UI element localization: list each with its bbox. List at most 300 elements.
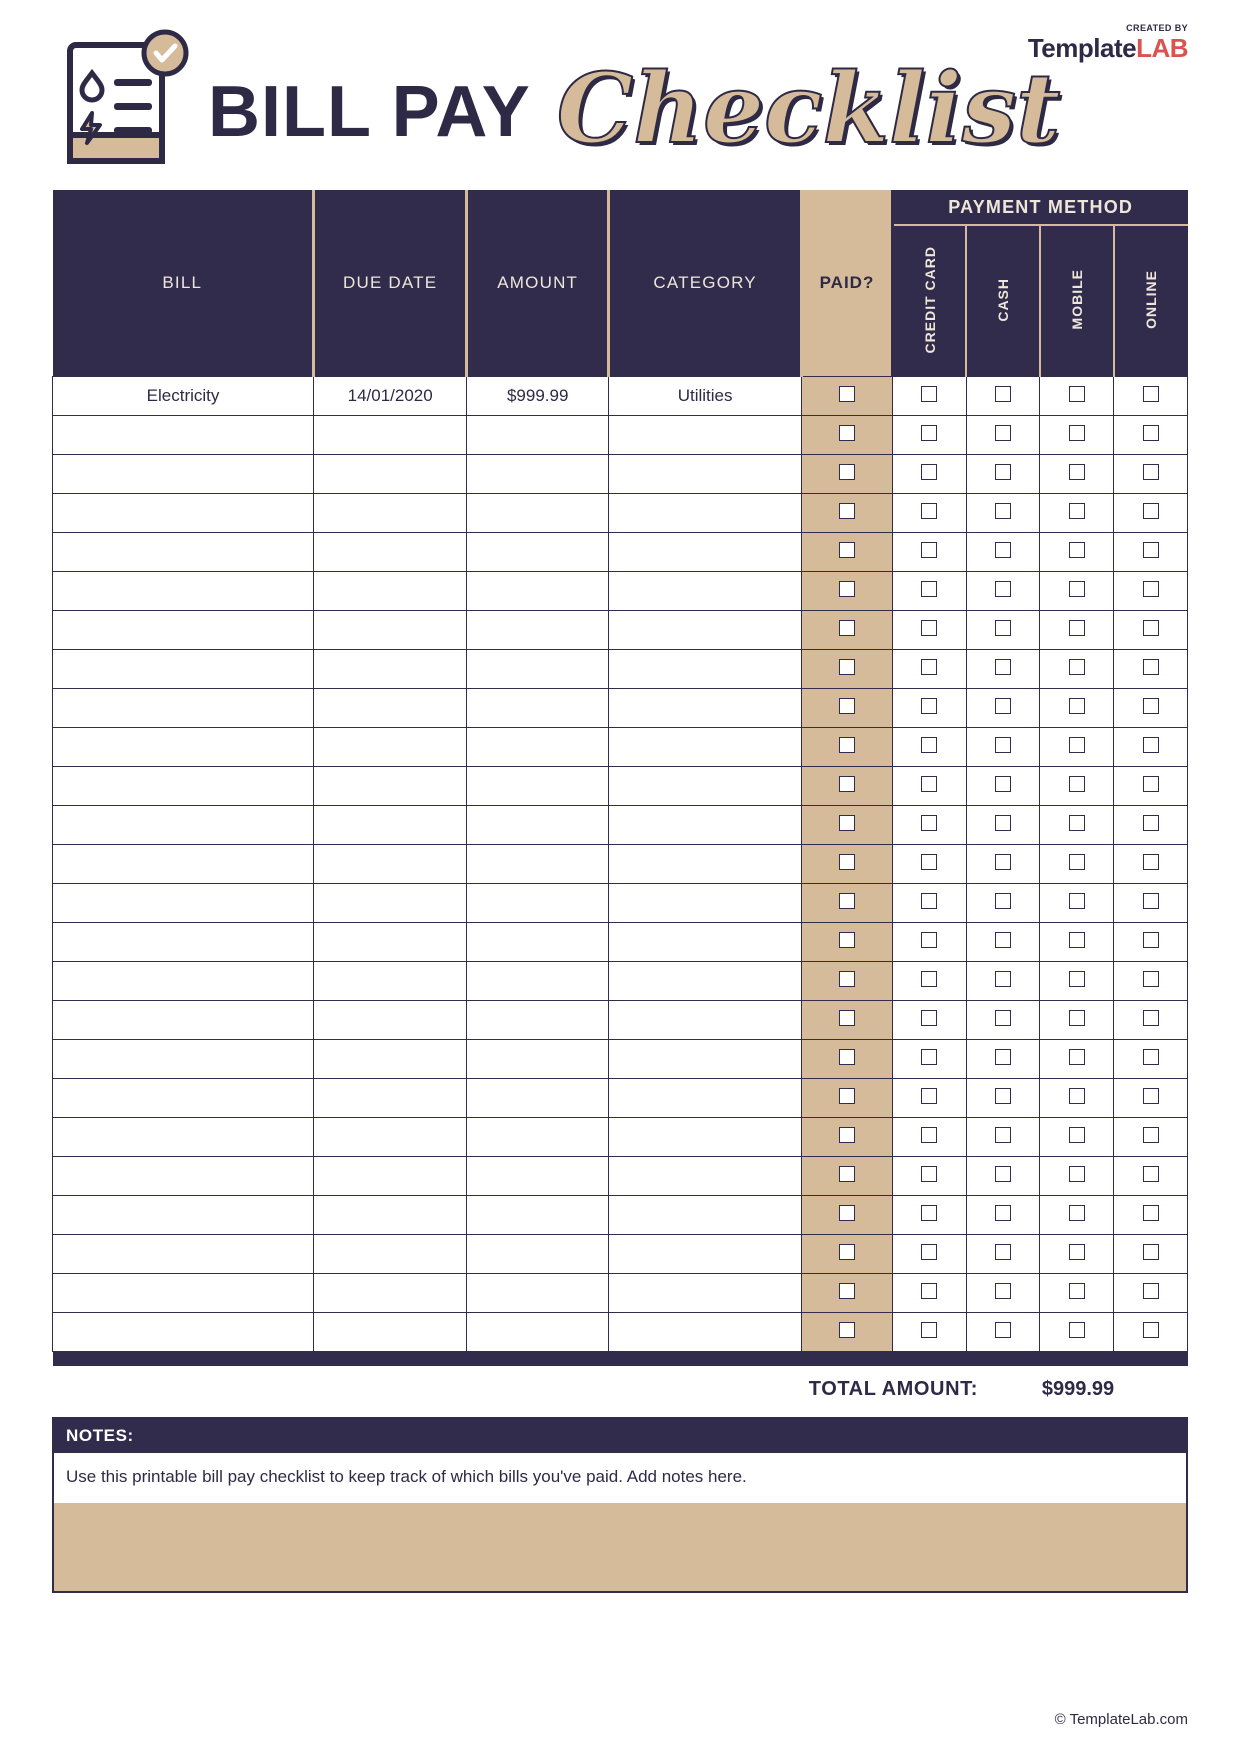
checkbox-mobile[interactable] <box>1040 1313 1114 1352</box>
cell-bill[interactable] <box>53 1157 314 1196</box>
checkbox-paid[interactable] <box>802 650 893 689</box>
checkbox-icon[interactable] <box>995 1127 1011 1143</box>
checkbox-icon[interactable] <box>995 503 1011 519</box>
checkbox-icon[interactable] <box>1143 698 1159 714</box>
cell-amount[interactable] <box>467 845 609 884</box>
checkbox-icon[interactable] <box>1143 386 1159 402</box>
checkbox-icon[interactable] <box>1069 854 1085 870</box>
checkbox-mobile[interactable] <box>1040 923 1114 962</box>
checkbox-credit-card[interactable] <box>892 1001 966 1040</box>
cell-due-date[interactable] <box>314 1118 467 1157</box>
checkbox-credit-card[interactable] <box>892 1118 966 1157</box>
checkbox-icon[interactable] <box>1143 1244 1159 1260</box>
checkbox-icon[interactable] <box>839 1322 855 1338</box>
checkbox-paid[interactable] <box>802 1118 893 1157</box>
checkbox-cash[interactable] <box>966 416 1040 455</box>
checkbox-icon[interactable] <box>921 620 937 636</box>
checkbox-icon[interactable] <box>839 1088 855 1104</box>
cell-bill[interactable] <box>53 1040 314 1079</box>
checkbox-icon[interactable] <box>1069 932 1085 948</box>
notes-text[interactable]: Use this printable bill pay checklist to keep track of which bills you've paid. Add notes here. <box>54 1453 1186 1503</box>
checkbox-cash[interactable] <box>966 1079 1040 1118</box>
checkbox-paid[interactable] <box>802 1274 893 1313</box>
checkbox-online[interactable] <box>1114 611 1188 650</box>
cell-due-date[interactable] <box>314 689 467 728</box>
checkbox-online[interactable] <box>1114 455 1188 494</box>
cell-due-date[interactable] <box>314 806 467 845</box>
checkbox-mobile[interactable] <box>1040 611 1114 650</box>
cell-bill[interactable] <box>53 845 314 884</box>
checkbox-mobile[interactable] <box>1040 1274 1114 1313</box>
cell-bill[interactable] <box>53 806 314 845</box>
checkbox-online[interactable] <box>1114 572 1188 611</box>
checkbox-paid[interactable] <box>802 494 893 533</box>
cell-category[interactable] <box>609 1040 802 1079</box>
checkbox-icon[interactable] <box>995 386 1011 402</box>
checkbox-paid[interactable] <box>802 1235 893 1274</box>
cell-amount[interactable] <box>467 884 609 923</box>
cell-due-date[interactable] <box>314 650 467 689</box>
cell-category[interactable] <box>609 962 802 1001</box>
checkbox-icon[interactable] <box>995 971 1011 987</box>
checkbox-icon[interactable] <box>1069 776 1085 792</box>
checkbox-mobile[interactable] <box>1040 1157 1114 1196</box>
checkbox-icon[interactable] <box>1143 581 1159 597</box>
cell-amount[interactable] <box>467 767 609 806</box>
checkbox-paid[interactable] <box>802 1313 893 1352</box>
cell-amount[interactable]: $999.99 <box>467 377 609 416</box>
checkbox-cash[interactable] <box>966 650 1040 689</box>
checkbox-icon[interactable] <box>1069 1283 1085 1299</box>
checkbox-icon[interactable] <box>1143 776 1159 792</box>
checkbox-online[interactable] <box>1114 377 1188 416</box>
checkbox-icon[interactable] <box>1069 698 1085 714</box>
cell-category[interactable] <box>609 806 802 845</box>
cell-category[interactable] <box>609 1157 802 1196</box>
checkbox-icon[interactable] <box>1069 1322 1085 1338</box>
cell-category[interactable] <box>609 767 802 806</box>
cell-due-date[interactable] <box>314 1235 467 1274</box>
cell-amount[interactable] <box>467 962 609 1001</box>
checkbox-icon[interactable] <box>839 737 855 753</box>
checkbox-icon[interactable] <box>995 1088 1011 1104</box>
checkbox-icon[interactable] <box>995 698 1011 714</box>
cell-category[interactable] <box>609 494 802 533</box>
checkbox-paid[interactable] <box>802 845 893 884</box>
checkbox-paid[interactable] <box>802 767 893 806</box>
checkbox-icon[interactable] <box>1143 854 1159 870</box>
checkbox-icon[interactable] <box>1143 1322 1159 1338</box>
cell-category[interactable] <box>609 533 802 572</box>
cell-amount[interactable] <box>467 1118 609 1157</box>
checkbox-credit-card[interactable] <box>892 884 966 923</box>
checkbox-icon[interactable] <box>1069 620 1085 636</box>
checkbox-online[interactable] <box>1114 416 1188 455</box>
checkbox-credit-card[interactable] <box>892 806 966 845</box>
checkbox-cash[interactable] <box>966 1040 1040 1079</box>
checkbox-online[interactable] <box>1114 923 1188 962</box>
cell-amount[interactable] <box>467 1313 609 1352</box>
checkbox-icon[interactable] <box>1143 815 1159 831</box>
checkbox-mobile[interactable] <box>1040 1001 1114 1040</box>
checkbox-cash[interactable] <box>966 377 1040 416</box>
cell-amount[interactable] <box>467 728 609 767</box>
checkbox-cash[interactable] <box>966 455 1040 494</box>
cell-category[interactable]: Utilities <box>609 377 802 416</box>
checkbox-icon[interactable] <box>1069 971 1085 987</box>
checkbox-icon[interactable] <box>1143 1127 1159 1143</box>
checkbox-mobile[interactable] <box>1040 650 1114 689</box>
checkbox-cash[interactable] <box>966 1001 1040 1040</box>
checkbox-icon[interactable] <box>839 386 855 402</box>
checkbox-paid[interactable] <box>802 533 893 572</box>
checkbox-mobile[interactable] <box>1040 572 1114 611</box>
checkbox-cash[interactable] <box>966 1235 1040 1274</box>
checkbox-cash[interactable] <box>966 533 1040 572</box>
cell-bill[interactable] <box>53 728 314 767</box>
checkbox-icon[interactable] <box>1069 1088 1085 1104</box>
cell-bill[interactable] <box>53 689 314 728</box>
checkbox-mobile[interactable] <box>1040 1196 1114 1235</box>
checkbox-icon[interactable] <box>1143 542 1159 558</box>
cell-bill[interactable] <box>53 1235 314 1274</box>
checkbox-icon[interactable] <box>995 1322 1011 1338</box>
checkbox-mobile[interactable] <box>1040 1040 1114 1079</box>
checkbox-icon[interactable] <box>995 1205 1011 1221</box>
checkbox-mobile[interactable] <box>1040 533 1114 572</box>
checkbox-mobile[interactable] <box>1040 962 1114 1001</box>
checkbox-icon[interactable] <box>839 1127 855 1143</box>
checkbox-icon[interactable] <box>995 425 1011 441</box>
cell-bill[interactable] <box>53 767 314 806</box>
checkbox-icon[interactable] <box>921 542 937 558</box>
cell-bill[interactable] <box>53 416 314 455</box>
checkbox-icon[interactable] <box>1069 1244 1085 1260</box>
checkbox-cash[interactable] <box>966 1274 1040 1313</box>
checkbox-online[interactable] <box>1114 962 1188 1001</box>
cell-due-date[interactable] <box>314 416 467 455</box>
cell-bill[interactable] <box>53 1079 314 1118</box>
cell-category[interactable] <box>609 1274 802 1313</box>
cell-due-date[interactable] <box>314 845 467 884</box>
checkbox-online[interactable] <box>1114 1157 1188 1196</box>
checkbox-credit-card[interactable] <box>892 689 966 728</box>
cell-amount[interactable] <box>467 572 609 611</box>
cell-bill[interactable] <box>53 455 314 494</box>
checkbox-paid[interactable] <box>802 1196 893 1235</box>
cell-bill[interactable]: Electricity <box>53 377 314 416</box>
checkbox-online[interactable] <box>1114 728 1188 767</box>
checkbox-online[interactable] <box>1114 1235 1188 1274</box>
checkbox-cash[interactable] <box>966 1118 1040 1157</box>
cell-due-date[interactable] <box>314 1001 467 1040</box>
cell-amount[interactable] <box>467 533 609 572</box>
cell-amount[interactable] <box>467 1274 609 1313</box>
cell-due-date[interactable] <box>314 533 467 572</box>
cell-bill[interactable] <box>53 1196 314 1235</box>
cell-due-date[interactable] <box>314 767 467 806</box>
checkbox-icon[interactable] <box>995 1010 1011 1026</box>
checkbox-mobile[interactable] <box>1040 689 1114 728</box>
checkbox-icon[interactable] <box>995 464 1011 480</box>
cell-amount[interactable] <box>467 416 609 455</box>
checkbox-icon[interactable] <box>921 1244 937 1260</box>
checkbox-icon[interactable] <box>1143 464 1159 480</box>
checkbox-icon[interactable] <box>921 854 937 870</box>
checkbox-paid[interactable] <box>802 1040 893 1079</box>
checkbox-icon[interactable] <box>1069 893 1085 909</box>
cell-category[interactable] <box>609 1235 802 1274</box>
checkbox-icon[interactable] <box>1143 1088 1159 1104</box>
checkbox-icon[interactable] <box>995 854 1011 870</box>
checkbox-icon[interactable] <box>1143 1166 1159 1182</box>
checkbox-online[interactable] <box>1114 1274 1188 1313</box>
checkbox-cash[interactable] <box>966 845 1040 884</box>
checkbox-cash[interactable] <box>966 611 1040 650</box>
checkbox-paid[interactable] <box>802 1001 893 1040</box>
cell-due-date[interactable] <box>314 494 467 533</box>
cell-bill[interactable] <box>53 923 314 962</box>
cell-due-date[interactable]: 14/01/2020 <box>314 377 467 416</box>
checkbox-icon[interactable] <box>1069 659 1085 675</box>
checkbox-icon[interactable] <box>995 1049 1011 1065</box>
checkbox-icon[interactable] <box>1143 971 1159 987</box>
checkbox-cash[interactable] <box>966 1157 1040 1196</box>
checkbox-icon[interactable] <box>839 1205 855 1221</box>
checkbox-icon[interactable] <box>921 815 937 831</box>
checkbox-icon[interactable] <box>995 659 1011 675</box>
cell-bill[interactable] <box>53 962 314 1001</box>
checkbox-online[interactable] <box>1114 1079 1188 1118</box>
cell-due-date[interactable] <box>314 1274 467 1313</box>
checkbox-icon[interactable] <box>921 1283 937 1299</box>
checkbox-paid[interactable] <box>802 884 893 923</box>
checkbox-icon[interactable] <box>1143 503 1159 519</box>
checkbox-mobile[interactable] <box>1040 494 1114 533</box>
checkbox-cash[interactable] <box>966 806 1040 845</box>
checkbox-icon[interactable] <box>1069 503 1085 519</box>
checkbox-icon[interactable] <box>921 698 937 714</box>
cell-amount[interactable] <box>467 1235 609 1274</box>
checkbox-paid[interactable] <box>802 962 893 1001</box>
checkbox-mobile[interactable] <box>1040 884 1114 923</box>
checkbox-credit-card[interactable] <box>892 650 966 689</box>
cell-category[interactable] <box>609 650 802 689</box>
checkbox-credit-card[interactable] <box>892 1040 966 1079</box>
checkbox-online[interactable] <box>1114 884 1188 923</box>
checkbox-icon[interactable] <box>1143 1283 1159 1299</box>
cell-due-date[interactable] <box>314 1196 467 1235</box>
cell-bill[interactable] <box>53 884 314 923</box>
cell-category[interactable] <box>609 455 802 494</box>
cell-due-date[interactable] <box>314 611 467 650</box>
cell-amount[interactable] <box>467 455 609 494</box>
checkbox-cash[interactable] <box>966 923 1040 962</box>
checkbox-icon[interactable] <box>921 581 937 597</box>
checkbox-icon[interactable] <box>921 1049 937 1065</box>
checkbox-icon[interactable] <box>995 542 1011 558</box>
checkbox-paid[interactable] <box>802 1157 893 1196</box>
cell-amount[interactable] <box>467 1079 609 1118</box>
checkbox-icon[interactable] <box>995 932 1011 948</box>
checkbox-icon[interactable] <box>1069 1166 1085 1182</box>
checkbox-icon[interactable] <box>921 1166 937 1182</box>
checkbox-icon[interactable] <box>921 1010 937 1026</box>
checkbox-icon[interactable] <box>921 893 937 909</box>
checkbox-credit-card[interactable] <box>892 1079 966 1118</box>
checkbox-credit-card[interactable] <box>892 728 966 767</box>
checkbox-paid[interactable] <box>802 923 893 962</box>
checkbox-icon[interactable] <box>1069 581 1085 597</box>
cell-category[interactable] <box>609 416 802 455</box>
checkbox-credit-card[interactable] <box>892 1196 966 1235</box>
cell-bill[interactable] <box>53 611 314 650</box>
cell-due-date[interactable] <box>314 728 467 767</box>
checkbox-paid[interactable] <box>802 416 893 455</box>
checkbox-paid[interactable] <box>802 728 893 767</box>
checkbox-mobile[interactable] <box>1040 1235 1114 1274</box>
checkbox-icon[interactable] <box>839 854 855 870</box>
cell-bill[interactable] <box>53 1118 314 1157</box>
checkbox-online[interactable] <box>1114 1118 1188 1157</box>
checkbox-online[interactable] <box>1114 1001 1188 1040</box>
checkbox-credit-card[interactable] <box>892 416 966 455</box>
cell-category[interactable] <box>609 1313 802 1352</box>
checkbox-icon[interactable] <box>921 425 937 441</box>
checkbox-icon[interactable] <box>839 1244 855 1260</box>
checkbox-icon[interactable] <box>995 620 1011 636</box>
checkbox-icon[interactable] <box>921 659 937 675</box>
checkbox-credit-card[interactable] <box>892 962 966 1001</box>
checkbox-icon[interactable] <box>839 893 855 909</box>
checkbox-paid[interactable] <box>802 806 893 845</box>
cell-amount[interactable] <box>467 923 609 962</box>
checkbox-mobile[interactable] <box>1040 728 1114 767</box>
checkbox-icon[interactable] <box>1069 1049 1085 1065</box>
checkbox-credit-card[interactable] <box>892 533 966 572</box>
checkbox-icon[interactable] <box>1143 620 1159 636</box>
checkbox-paid[interactable] <box>802 1079 893 1118</box>
cell-due-date[interactable] <box>314 884 467 923</box>
cell-amount[interactable] <box>467 1040 609 1079</box>
checkbox-icon[interactable] <box>921 737 937 753</box>
cell-amount[interactable] <box>467 650 609 689</box>
checkbox-credit-card[interactable] <box>892 1313 966 1352</box>
checkbox-icon[interactable] <box>1069 464 1085 480</box>
checkbox-icon[interactable] <box>839 971 855 987</box>
checkbox-credit-card[interactable] <box>892 611 966 650</box>
checkbox-icon[interactable] <box>839 698 855 714</box>
cell-category[interactable] <box>609 1001 802 1040</box>
checkbox-paid[interactable] <box>802 611 893 650</box>
checkbox-icon[interactable] <box>1069 386 1085 402</box>
checkbox-icon[interactable] <box>839 503 855 519</box>
checkbox-icon[interactable] <box>1143 737 1159 753</box>
checkbox-icon[interactable] <box>839 542 855 558</box>
cell-amount[interactable] <box>467 1157 609 1196</box>
checkbox-icon[interactable] <box>839 581 855 597</box>
checkbox-online[interactable] <box>1114 650 1188 689</box>
checkbox-icon[interactable] <box>1069 1127 1085 1143</box>
checkbox-icon[interactable] <box>1143 425 1159 441</box>
checkbox-icon[interactable] <box>1069 542 1085 558</box>
checkbox-icon[interactable] <box>921 776 937 792</box>
cell-bill[interactable] <box>53 494 314 533</box>
checkbox-credit-card[interactable] <box>892 767 966 806</box>
checkbox-icon[interactable] <box>1069 815 1085 831</box>
cell-due-date[interactable] <box>314 962 467 1001</box>
cell-amount[interactable] <box>467 1001 609 1040</box>
checkbox-online[interactable] <box>1114 767 1188 806</box>
cell-due-date[interactable] <box>314 572 467 611</box>
cell-amount[interactable] <box>467 1196 609 1235</box>
cell-bill[interactable] <box>53 650 314 689</box>
checkbox-credit-card[interactable] <box>892 1235 966 1274</box>
cell-bill[interactable] <box>53 572 314 611</box>
checkbox-credit-card[interactable] <box>892 923 966 962</box>
cell-category[interactable] <box>609 689 802 728</box>
cell-category[interactable] <box>609 1079 802 1118</box>
checkbox-cash[interactable] <box>966 689 1040 728</box>
cell-amount[interactable] <box>467 689 609 728</box>
checkbox-icon[interactable] <box>1143 1049 1159 1065</box>
cell-category[interactable] <box>609 1196 802 1235</box>
checkbox-icon[interactable] <box>995 737 1011 753</box>
checkbox-paid[interactable] <box>802 689 893 728</box>
cell-category[interactable] <box>609 845 802 884</box>
checkbox-icon[interactable] <box>1143 893 1159 909</box>
checkbox-cash[interactable] <box>966 1196 1040 1235</box>
cell-due-date[interactable] <box>314 1040 467 1079</box>
checkbox-cash[interactable] <box>966 1313 1040 1352</box>
cell-category[interactable] <box>609 923 802 962</box>
checkbox-icon[interactable] <box>921 971 937 987</box>
checkbox-credit-card[interactable] <box>892 1157 966 1196</box>
checkbox-credit-card[interactable] <box>892 377 966 416</box>
checkbox-icon[interactable] <box>921 1127 937 1143</box>
checkbox-icon[interactable] <box>995 581 1011 597</box>
cell-due-date[interactable] <box>314 455 467 494</box>
checkbox-icon[interactable] <box>839 464 855 480</box>
checkbox-icon[interactable] <box>995 815 1011 831</box>
checkbox-mobile[interactable] <box>1040 806 1114 845</box>
cell-bill[interactable] <box>53 1001 314 1040</box>
checkbox-icon[interactable] <box>839 425 855 441</box>
checkbox-credit-card[interactable] <box>892 572 966 611</box>
checkbox-cash[interactable] <box>966 572 1040 611</box>
checkbox-icon[interactable] <box>1143 932 1159 948</box>
checkbox-mobile[interactable] <box>1040 377 1114 416</box>
checkbox-icon[interactable] <box>921 503 937 519</box>
checkbox-icon[interactable] <box>921 1088 937 1104</box>
checkbox-cash[interactable] <box>966 494 1040 533</box>
cell-due-date[interactable] <box>314 923 467 962</box>
checkbox-icon[interactable] <box>839 659 855 675</box>
checkbox-icon[interactable] <box>1069 1205 1085 1221</box>
checkbox-icon[interactable] <box>1069 737 1085 753</box>
checkbox-icon[interactable] <box>995 776 1011 792</box>
checkbox-icon[interactable] <box>839 620 855 636</box>
checkbox-mobile[interactable] <box>1040 845 1114 884</box>
notes-blank-area[interactable] <box>54 1503 1186 1591</box>
checkbox-icon[interactable] <box>839 815 855 831</box>
checkbox-icon[interactable] <box>1069 1010 1085 1026</box>
checkbox-icon[interactable] <box>921 386 937 402</box>
checkbox-icon[interactable] <box>1069 425 1085 441</box>
cell-category[interactable] <box>609 728 802 767</box>
checkbox-online[interactable] <box>1114 533 1188 572</box>
cell-due-date[interactable] <box>314 1079 467 1118</box>
